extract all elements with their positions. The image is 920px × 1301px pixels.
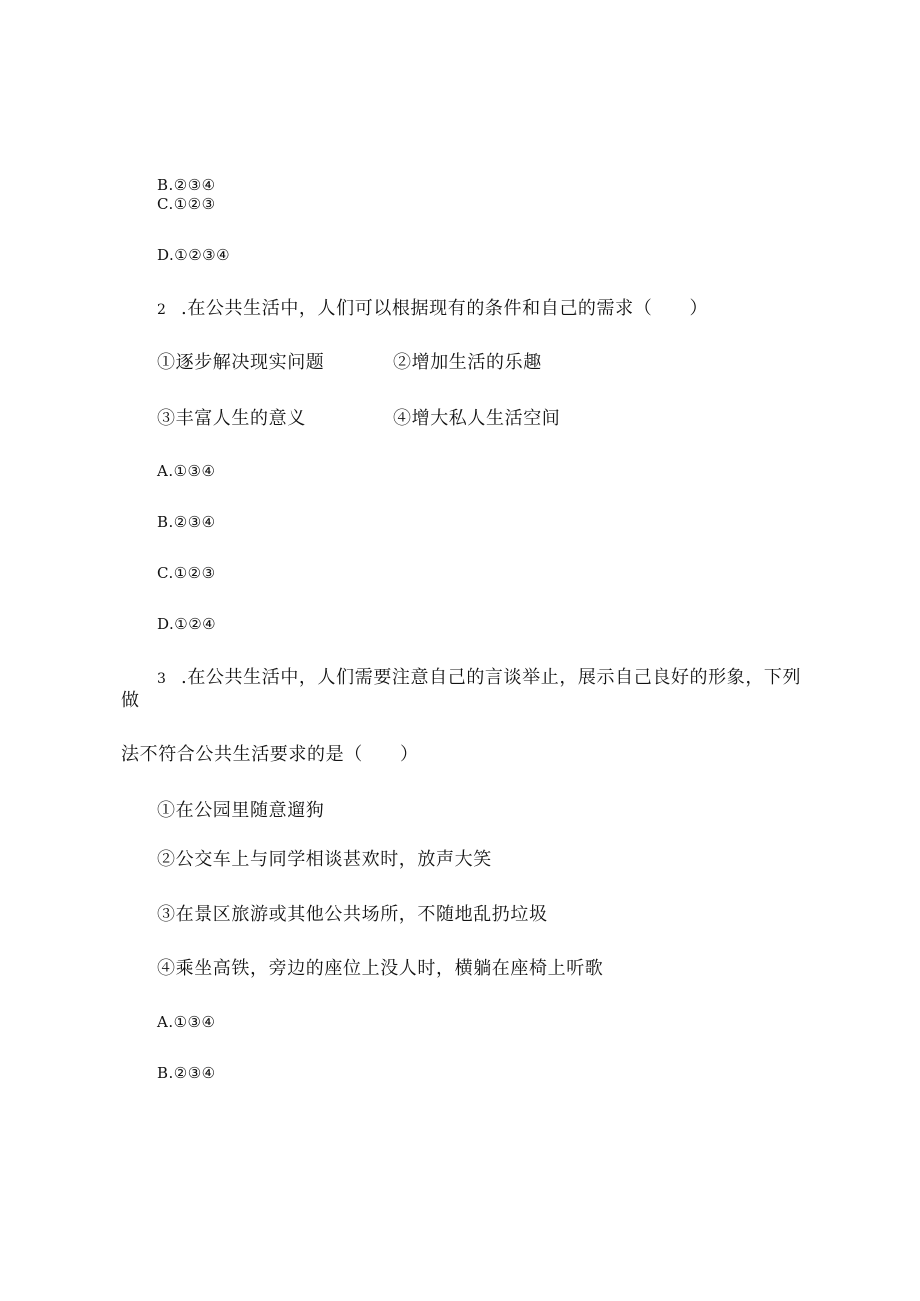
q3-statement-1: ①在公园里随意遛狗	[157, 800, 325, 821]
q3-statement-2: ②公交车上与同学相谈甚欢时，放声大笑	[157, 849, 492, 870]
q3-statement-3: ③在景区旅游或其他公共场所，不随地乱扔垃圾	[157, 904, 548, 925]
q3-stem-part1: .在公共生活中，人们需要注意自己的言谈举止，展示自己良好的形象，下列	[181, 667, 802, 688]
q2-option-b: B.②③④	[157, 513, 216, 531]
q3-statement-4: ④乘坐高铁，旁边的座位上没人时，横躺在座椅上听歌	[157, 958, 604, 979]
q3-stem-line3: 法不符合公共生活要求的是（ ）	[121, 744, 419, 765]
q2-stem: .在公共生活中，人们可以根据现有的条件和自己的需求（ ）	[181, 298, 709, 319]
prev-option-d: D.①②③④	[157, 246, 231, 264]
q2-option-d: D.①②④	[157, 615, 217, 633]
q2-statement-2: ②增加生活的乐趣	[393, 352, 542, 373]
q2-option-a: A.①③④	[157, 462, 216, 480]
q2-option-c: C.①②③	[157, 564, 216, 582]
q3-stem-line1	[157, 669, 801, 687]
q2-number: 2	[157, 302, 167, 318]
q3-option-a: A.①③④	[157, 1013, 216, 1031]
q2-statement-1: ①逐步解决现实问题	[157, 352, 325, 373]
prev-option-c: C.①②③	[157, 195, 216, 213]
q3-option-b: B.②③④	[157, 1064, 216, 1082]
q3-number: 3	[157, 671, 167, 687]
prev-option-b: B.②③④	[157, 176, 216, 194]
q2-statement-4: ④增大私人生活空间	[393, 408, 561, 429]
q2-stem-line	[157, 300, 708, 318]
q3-stem-line2: 做	[121, 690, 140, 711]
q2-statement-3: ③丰富人生的意义	[157, 408, 306, 429]
